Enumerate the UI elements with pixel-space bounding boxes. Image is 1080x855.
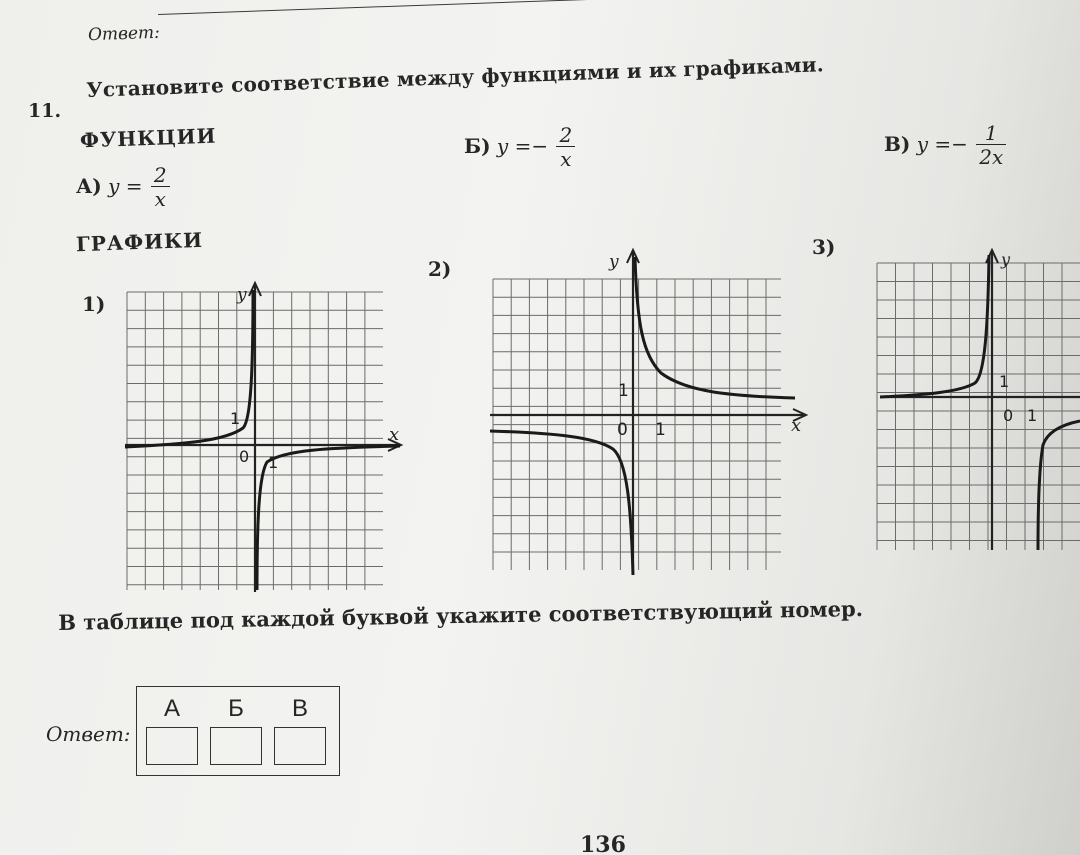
functions-heading: ФУНКЦИИ — [79, 123, 217, 153]
function-letter: В) — [884, 132, 911, 156]
fraction-denominator: 2x — [979, 145, 1004, 169]
graph-3-label: 3) — [812, 235, 836, 259]
function-fraction — [976, 122, 1006, 169]
y-axis-label: y — [1001, 250, 1011, 269]
function-lhs: y = — [108, 174, 143, 198]
answer-cell-b[interactable] — [210, 727, 262, 765]
fraction-denominator: x — [154, 187, 166, 211]
fraction-numerator: 1 — [976, 122, 1006, 145]
function-option-b — [464, 124, 577, 171]
function-sign: − — [531, 134, 549, 158]
function-lhs: y = — [496, 134, 532, 158]
previous-answer-line[interactable] — [158, 0, 1057, 15]
unit-y-label: 1 — [618, 381, 629, 401]
curve-branch-left — [880, 255, 989, 397]
curve-branch-right — [635, 257, 795, 398]
previous-answer-label: Ответ: — [87, 22, 161, 46]
instruction-text: В таблице под каждой буквой укажите соответствующий номер. — [58, 595, 864, 635]
answer-letter-v: В — [291, 695, 308, 722]
task-number: 11. — [28, 100, 62, 122]
fraction-denominator: x — [560, 147, 572, 171]
graphs-heading: ГРАФИКИ — [75, 227, 204, 257]
graph-2 — [485, 245, 810, 580]
answer-column-b — [209, 695, 263, 765]
x-axis-label: x — [791, 415, 802, 436]
unit-y-label: 1 — [999, 372, 1010, 391]
function-option-a — [76, 164, 172, 211]
function-fraction — [151, 164, 170, 211]
unit-x-label: 1 — [1027, 406, 1038, 425]
unit-y-label: 1 — [230, 409, 241, 428]
origin-label: 0 — [239, 447, 250, 466]
fraction-numerator: 2 — [151, 164, 170, 187]
function-fraction — [556, 124, 575, 171]
unit-x-label: 1 — [655, 420, 666, 440]
function-option-v — [884, 122, 1008, 169]
graph-3 — [875, 245, 1080, 555]
task-text: Установите соответствие между функциями и их графиками. — [86, 52, 825, 102]
answer-column-a — [145, 695, 199, 765]
answer-letter-b: Б — [228, 695, 244, 722]
page-number: 136 — [580, 832, 626, 855]
fraction-numerator: 2 — [556, 124, 575, 147]
answer-cell-v[interactable] — [274, 727, 326, 765]
answer-cell-a[interactable] — [146, 727, 198, 765]
grid — [877, 263, 1080, 550]
grid — [493, 279, 781, 570]
graph-1 — [115, 280, 405, 600]
x-axis-label: x — [389, 424, 400, 445]
y-axis-label: y — [237, 285, 247, 305]
y-axis-label: y — [609, 252, 619, 272]
answer-table — [136, 686, 340, 776]
function-lhs: y = — [916, 132, 952, 156]
origin-label: 0 — [617, 420, 628, 440]
origin-label: 0 — [1003, 406, 1014, 425]
graph-2-label: 2) — [428, 257, 452, 281]
unit-x-label: 1 — [268, 453, 279, 472]
answer-label: Ответ: — [46, 722, 131, 746]
function-sign: − — [951, 132, 968, 156]
function-letter: А) — [76, 174, 102, 198]
function-letter: Б) — [464, 134, 491, 158]
answer-letter-a: А — [163, 695, 180, 722]
graph-1-label: 1) — [82, 292, 106, 316]
answer-column-v — [273, 695, 327, 765]
